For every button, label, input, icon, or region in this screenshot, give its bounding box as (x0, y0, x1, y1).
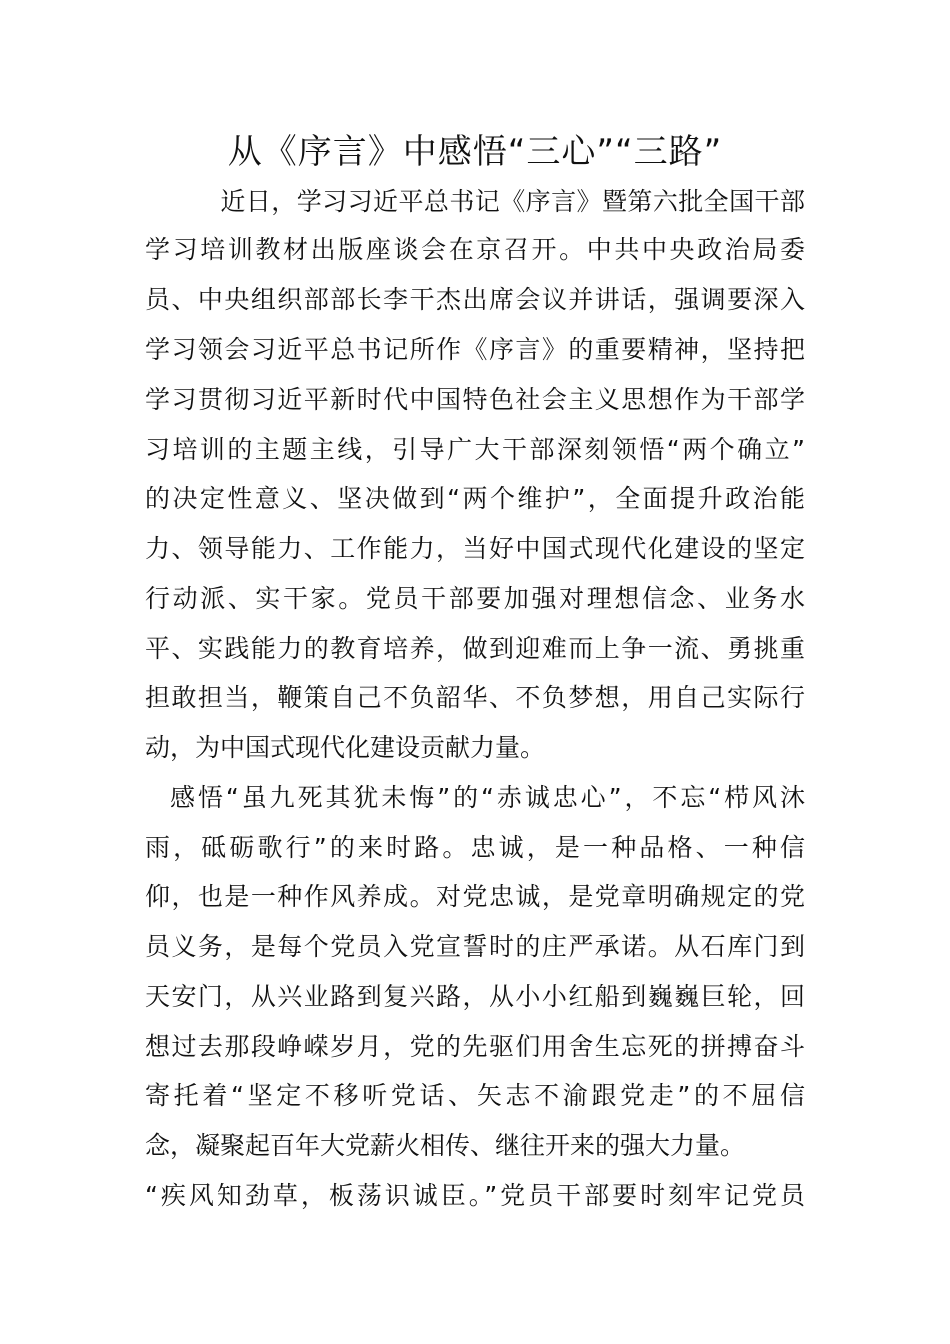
text-line: 念，凝聚起百年大党薪火相传、继往开来的强大力量。 (145, 1131, 746, 1160)
document-title: 从《序言》中感悟“三心”“三路” (227, 132, 723, 172)
text-line: 感悟“虽九死其犹未悔”的“赤诚忠心”，不忘“栉风沐 (170, 783, 805, 812)
text-line: 习培训的主题主线，引导广大干部深刻领悟“两个确立” (145, 435, 805, 464)
text-line: 天安门，从兴业路到复兴路，从小小红船到巍巍巨轮，回 (145, 982, 805, 1011)
text-line: 学习贯彻习近平新时代中国特色社会主义思想作为干部学 (145, 385, 805, 414)
text-line: 雨，砥砺歌行”的来时路。忠诚，是一种品格、一种信 (145, 833, 805, 862)
text-line: 的决定性意义、坚决做到“两个维护”，全面提升政治能 (145, 484, 805, 513)
text-line: 学习领会习近平总书记所作《序言》的重要精神，坚持把 (145, 335, 805, 364)
text-line: 担敢担当，鞭策自己不负韶华、不负梦想，用自己实际行 (145, 683, 805, 712)
text-line: 员义务，是每个党员入党宣誓时的庄严承诺。从石库门到 (145, 932, 805, 961)
text-line: 平、实践能力的教育培养，做到迎难而上争一流、勇挑重 (145, 634, 805, 663)
text-line: 行动派、实干家。党员干部要加强对理想信念、业务水 (145, 584, 805, 613)
text-line: 动，为中国式现代化建设贡献力量。 (145, 733, 546, 762)
text-line: 员、中央组织部部长李干杰出席会议并讲话，强调要深入 (145, 285, 805, 314)
text-line: 想过去那段峥嵘岁月，党的先驱们用舍生忘死的拼搏奋斗 (145, 1032, 805, 1061)
text-line: 力、领导能力、工作能力，当好中国式现代化建设的坚定 (145, 534, 805, 563)
text-line: 寄托着“坚定不移听党话、矢志不渝跟党走”的不屈信 (145, 1081, 805, 1110)
text-line: 仰，也是一种作风养成。对党忠诚，是党章明确规定的党 (145, 882, 805, 911)
text-line: 学习培训教材出版座谈会在京召开。中共中央政治局委 (145, 235, 805, 264)
text-line: “疾风知劲草，板荡识诚臣。”党员干部要时刻牢记党员 (145, 1181, 805, 1210)
text-line: 近日，学习习近平总书记《序言》暨第六批全国干部 (195, 187, 805, 216)
